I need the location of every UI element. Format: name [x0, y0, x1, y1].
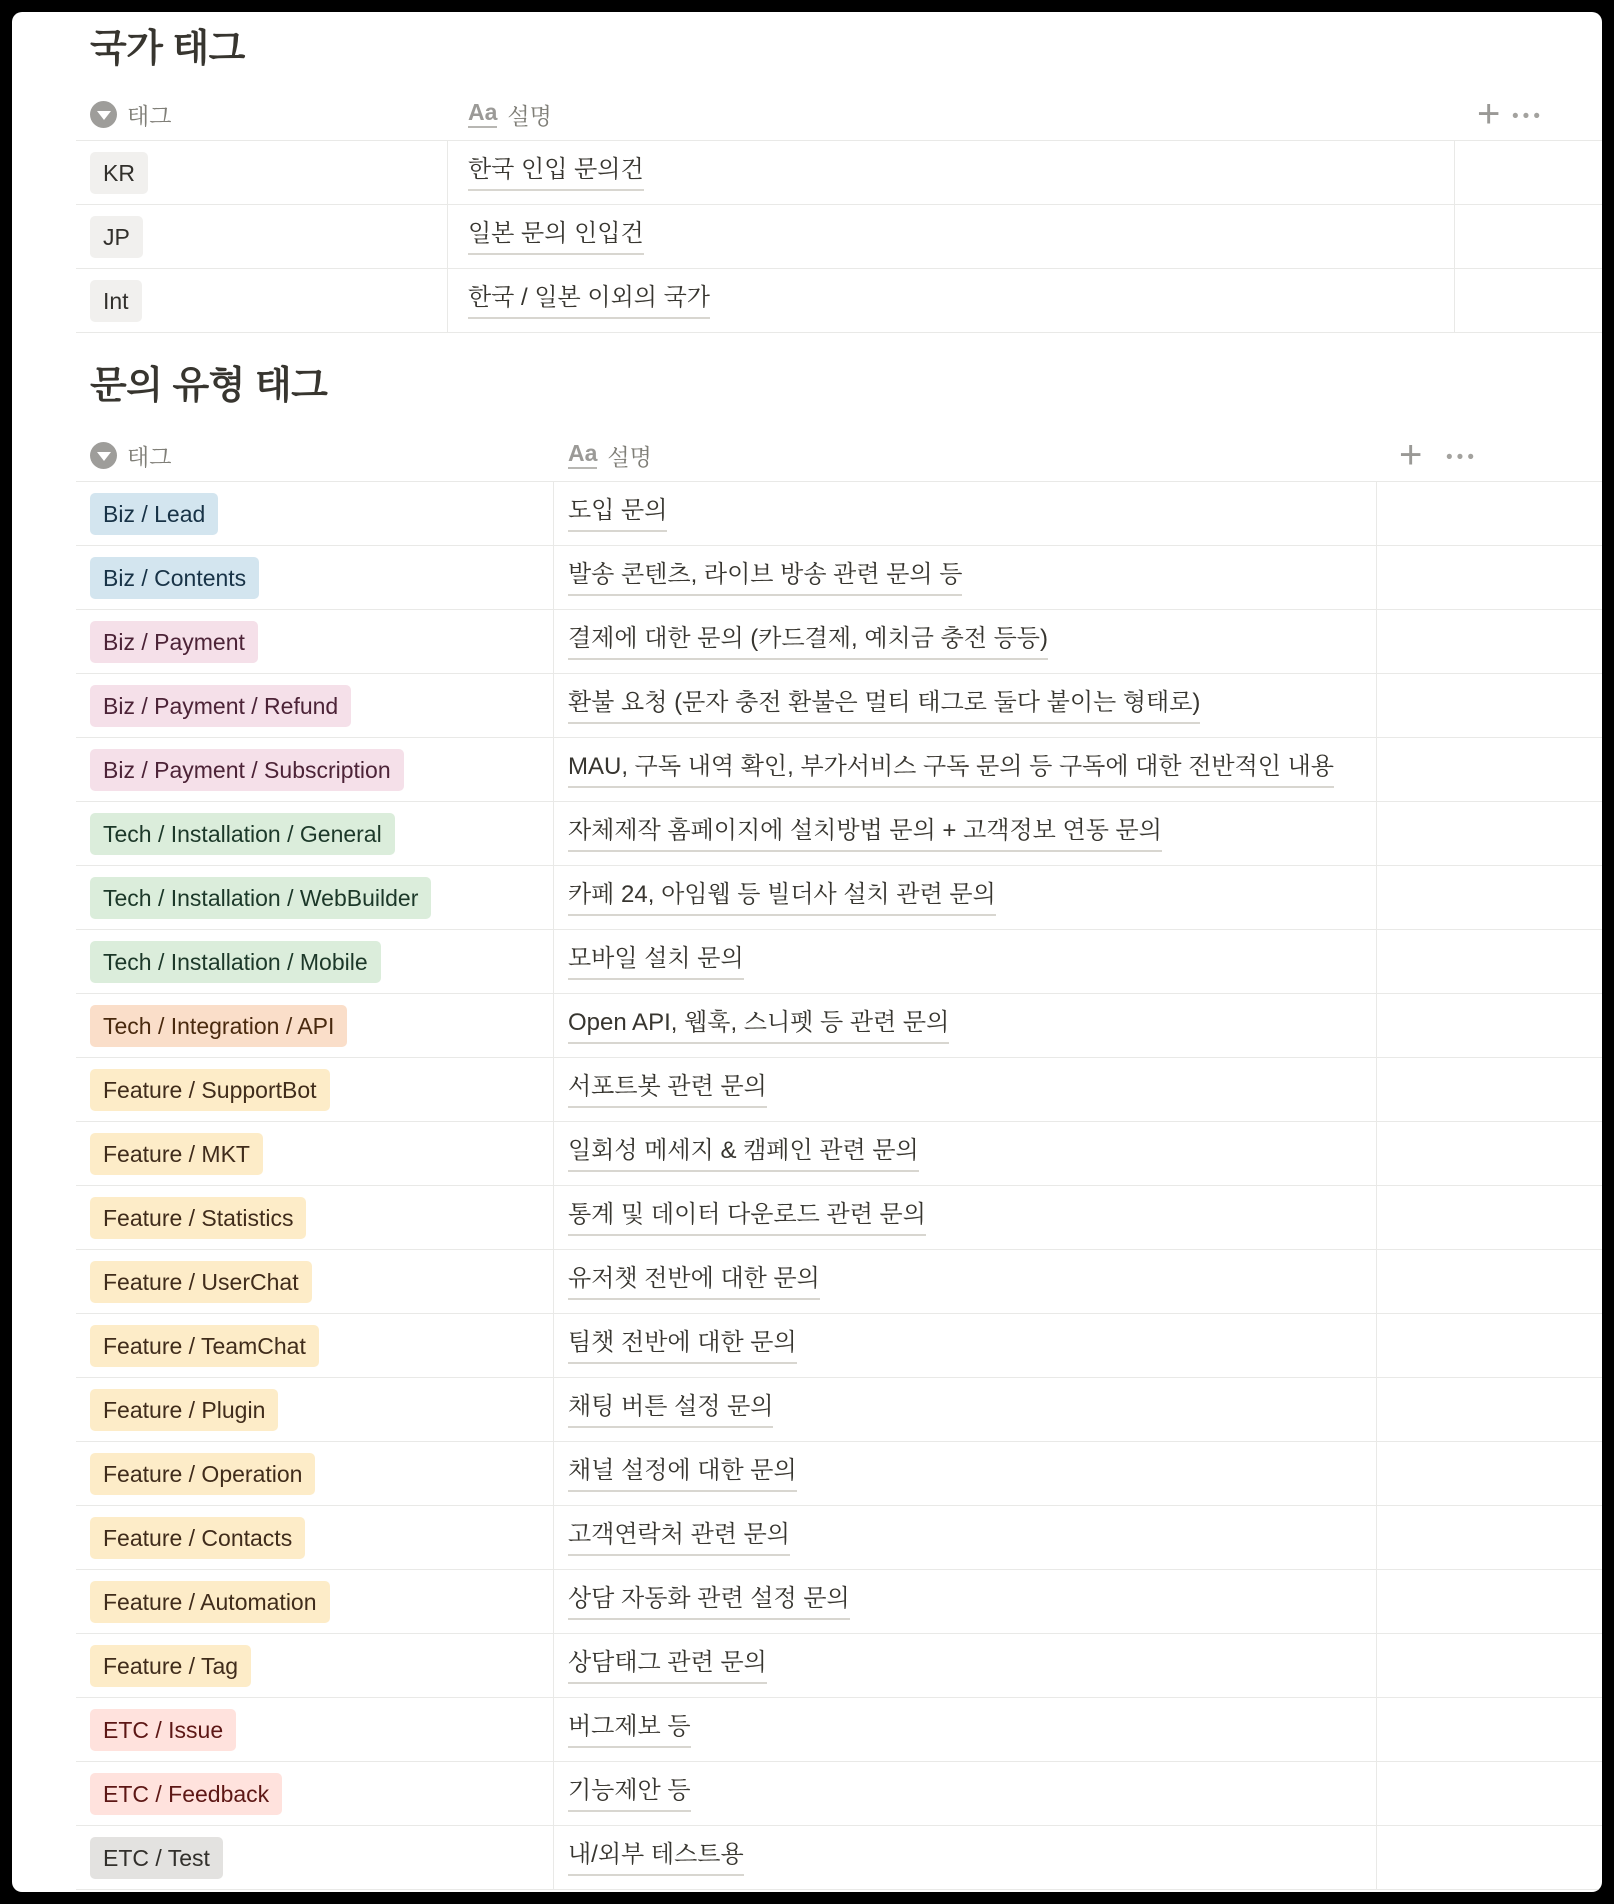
- description-text: 환불 요청 (문자 충전 환불은 멀티 태그로 둘다 붙이는 형태로): [568, 688, 1200, 724]
- description-cell[interactable]: [554, 1314, 1377, 1377]
- description-text: 모바일 설치 문의: [568, 944, 744, 980]
- description-cell[interactable]: [554, 802, 1377, 865]
- table-row: [76, 141, 1602, 205]
- empty-cell[interactable]: [1377, 482, 1500, 545]
- table-row: [76, 1058, 1602, 1122]
- tag-chip[interactable]: ETC / Feedback: [90, 1773, 282, 1815]
- description-text: 버그제보 등: [568, 1712, 691, 1748]
- empty-cell[interactable]: [1377, 1698, 1500, 1761]
- empty-cell[interactable]: [1377, 866, 1500, 929]
- table-row: [76, 1122, 1602, 1186]
- column-header-description[interactable]: [554, 429, 1377, 481]
- tag-cell[interactable]: [76, 1698, 554, 1761]
- page-title-inquiry-type-tags: 문의 유형 태그: [90, 365, 328, 407]
- empty-cell[interactable]: [1377, 1186, 1500, 1249]
- tag-chip[interactable]: Biz / Payment: [90, 621, 258, 663]
- tag-cell[interactable]: [76, 1634, 554, 1697]
- description-text: 통계 및 데이터 다운로드 관련 문의: [568, 1200, 926, 1236]
- column-header-tag[interactable]: [76, 429, 554, 481]
- inquiry-type-tags-table: [76, 429, 1602, 1890]
- description-text: 기능제안 등: [568, 1776, 691, 1812]
- tag-cell[interactable]: [76, 1442, 554, 1505]
- empty-cell[interactable]: [1377, 738, 1500, 801]
- empty-cell[interactable]: [1377, 674, 1500, 737]
- empty-cell[interactable]: [1377, 1826, 1500, 1889]
- tag-chip[interactable]: Feature / Statistics: [90, 1197, 306, 1239]
- tag-cell[interactable]: [76, 802, 554, 865]
- description-text: 상담태그 관련 문의: [568, 1648, 767, 1684]
- table-row: [76, 1186, 1602, 1250]
- empty-cell[interactable]: [1455, 141, 1566, 204]
- column-header-description[interactable]: [448, 88, 1455, 140]
- empty-cell[interactable]: [1377, 1314, 1500, 1377]
- empty-cell[interactable]: [1377, 1250, 1500, 1313]
- tag-cell[interactable]: [76, 269, 448, 332]
- empty-cell[interactable]: [1377, 1506, 1500, 1569]
- table-row: [76, 1570, 1602, 1634]
- empty-cell[interactable]: [1377, 1058, 1500, 1121]
- tag-chip[interactable]: Feature / Tag: [90, 1645, 251, 1687]
- tag-chip[interactable]: Biz / Payment / Subscription: [90, 749, 404, 791]
- table-row: [76, 482, 1602, 546]
- description-cell[interactable]: [554, 1634, 1377, 1697]
- table-row: [76, 1506, 1602, 1570]
- tag-cell[interactable]: [76, 141, 448, 204]
- table-options-button[interactable]: •••: [1446, 444, 1478, 467]
- description-cell[interactable]: [554, 1570, 1377, 1633]
- tag-cell[interactable]: [76, 738, 554, 801]
- description-text: Open API, 웹훅, 스니펫 등 관련 문의: [568, 1008, 949, 1044]
- description-cell[interactable]: [448, 205, 1455, 268]
- description-cell[interactable]: [554, 546, 1377, 609]
- description-cell[interactable]: [554, 1186, 1377, 1249]
- column-header-description-label: 설명: [607, 443, 652, 470]
- empty-cell[interactable]: [1377, 610, 1500, 673]
- tag-chip[interactable]: Biz / Payment / Refund: [90, 685, 351, 727]
- select-property-icon: [90, 442, 117, 469]
- description-text: 발송 콘텐츠, 라이브 방송 관련 문의 등: [568, 560, 962, 596]
- column-header-tag-label: 태그: [127, 102, 172, 129]
- description-text: 자체제작 홈페이지에 설치방법 문의 + 고객정보 연동 문의: [568, 816, 1162, 852]
- tag-chip[interactable]: Biz / Lead: [90, 493, 218, 535]
- description-text: 결제에 대한 문의 (카드결제, 예치금 충전 등등): [568, 624, 1048, 660]
- table-row: [76, 1250, 1602, 1314]
- description-text: 카페 24, 아임웹 등 빌더사 설치 관련 문의: [568, 880, 996, 916]
- description-cell[interactable]: [554, 1762, 1377, 1825]
- tag-cell[interactable]: [76, 674, 554, 737]
- description-text: 일본 문의 인입건: [468, 219, 644, 255]
- table-row: [76, 930, 1602, 994]
- description-text: 채널 설정에 대한 문의: [568, 1456, 797, 1492]
- table-row: [76, 610, 1602, 674]
- table-row: [76, 1442, 1602, 1506]
- table-row: [76, 205, 1602, 269]
- table-row: [76, 1378, 1602, 1442]
- description-cell[interactable]: [554, 738, 1377, 801]
- tag-cell[interactable]: [76, 866, 554, 929]
- description-text: 고객연락처 관련 문의: [568, 1520, 790, 1556]
- tag-cell[interactable]: [76, 930, 554, 993]
- text-property-icon: Aa: [468, 100, 497, 127]
- description-cell[interactable]: [448, 269, 1455, 332]
- table-row: [76, 866, 1602, 930]
- table-row: [76, 802, 1602, 866]
- description-text: 유저챗 전반에 대한 문의: [568, 1264, 820, 1300]
- column-header-tag-label: 태그: [127, 443, 172, 470]
- tag-chip[interactable]: Feature / MKT: [90, 1133, 263, 1175]
- description-cell[interactable]: [554, 1378, 1377, 1441]
- description-cell[interactable]: [554, 994, 1377, 1057]
- tag-chip[interactable]: Feature / UserChat: [90, 1261, 312, 1303]
- description-text: MAU, 구독 내역 확인, 부가서비스 구독 문의 등 구독에 대한 전반적인 내용: [568, 752, 1334, 788]
- empty-cell[interactable]: [1377, 546, 1500, 609]
- tag-chip[interactable]: ETC / Test: [90, 1837, 223, 1879]
- tag-chip[interactable]: Feature / TeamChat: [90, 1325, 319, 1367]
- tag-chip[interactable]: JP: [90, 216, 143, 258]
- tag-chip[interactable]: Tech / Installation / WebBuilder: [90, 877, 431, 919]
- description-cell[interactable]: [554, 1122, 1377, 1185]
- tag-chip[interactable]: Tech / Installation / General: [90, 813, 395, 855]
- tag-cell[interactable]: [76, 1378, 554, 1441]
- description-text: 내/외부 테스트용: [568, 1840, 744, 1876]
- tag-chip[interactable]: Tech / Installation / Mobile: [90, 941, 381, 983]
- page-title-country-tags: 국가 태그: [90, 28, 245, 70]
- empty-cell[interactable]: [1377, 994, 1500, 1057]
- table-header-row: [76, 429, 1602, 482]
- table-row: [76, 1762, 1602, 1826]
- tag-chip[interactable]: Tech / Integration / API: [90, 1005, 347, 1047]
- description-text: 서포트봇 관련 문의: [568, 1072, 767, 1108]
- empty-cell[interactable]: [1377, 930, 1500, 993]
- table-row: [76, 1314, 1602, 1378]
- description-text: 팀챗 전반에 대한 문의: [568, 1328, 797, 1364]
- select-property-icon: [90, 101, 117, 128]
- description-cell[interactable]: [554, 1442, 1377, 1505]
- empty-cell[interactable]: [1455, 205, 1566, 268]
- tag-chip[interactable]: Feature / Contacts: [90, 1517, 305, 1559]
- empty-cell[interactable]: [1377, 1442, 1500, 1505]
- tag-cell[interactable]: [76, 546, 554, 609]
- table-header-row: [76, 88, 1602, 141]
- tag-chip[interactable]: KR: [90, 152, 148, 194]
- description-cell[interactable]: [554, 930, 1377, 993]
- tag-cell[interactable]: [76, 610, 554, 673]
- empty-cell[interactable]: [1455, 269, 1566, 332]
- add-property-button[interactable]: +: [1477, 92, 1501, 136]
- description-cell[interactable]: [554, 866, 1377, 929]
- description-text: 한국 인입 문의건: [468, 155, 644, 191]
- description-text: 일회성 메세지 & 캠페인 관련 문의: [568, 1136, 919, 1172]
- tag-chip[interactable]: Int: [90, 280, 142, 322]
- description-cell[interactable]: [554, 1698, 1377, 1761]
- table-row: [76, 546, 1602, 610]
- description-cell[interactable]: [554, 1826, 1377, 1889]
- empty-cell[interactable]: [1377, 1122, 1500, 1185]
- tag-chip[interactable]: ETC / Issue: [90, 1709, 236, 1751]
- tag-cell[interactable]: [76, 1826, 554, 1889]
- tag-chip[interactable]: Feature / Plugin: [90, 1389, 278, 1431]
- tag-chip[interactable]: Biz / Contents: [90, 557, 259, 599]
- tag-chip[interactable]: Feature / Operation: [90, 1453, 315, 1495]
- table-row: [76, 1698, 1602, 1762]
- description-cell[interactable]: [554, 1058, 1377, 1121]
- tag-chip[interactable]: Feature / SupportBot: [90, 1069, 330, 1111]
- table-row: [76, 1634, 1602, 1698]
- tag-cell[interactable]: [76, 1314, 554, 1377]
- column-header-tag[interactable]: [76, 88, 448, 140]
- table-options-button[interactable]: •••: [1512, 103, 1544, 126]
- description-cell[interactable]: [554, 610, 1377, 673]
- tag-cell[interactable]: [76, 994, 554, 1057]
- tag-cell[interactable]: [76, 1058, 554, 1121]
- notion-page: [12, 12, 1602, 1892]
- table-row: [76, 269, 1602, 333]
- empty-cell[interactable]: [1377, 1570, 1500, 1633]
- empty-cell[interactable]: [1377, 1378, 1500, 1441]
- description-text: 채팅 버튼 설정 문의: [568, 1392, 773, 1428]
- table-row: [76, 738, 1602, 802]
- tag-cell[interactable]: [76, 1250, 554, 1313]
- tag-cell[interactable]: [76, 1570, 554, 1633]
- column-header-description-label: 설명: [507, 102, 552, 129]
- add-property-button[interactable]: +: [1399, 433, 1423, 477]
- description-cell[interactable]: [448, 141, 1455, 204]
- tag-cell[interactable]: [76, 205, 448, 268]
- text-property-icon: Aa: [568, 441, 597, 468]
- country-tags-table: [76, 88, 1602, 333]
- description-cell[interactable]: [554, 1250, 1377, 1313]
- tag-cell[interactable]: [76, 1186, 554, 1249]
- description-text: 도입 문의: [568, 496, 667, 532]
- description-cell[interactable]: [554, 482, 1377, 545]
- empty-cell[interactable]: [1377, 1762, 1500, 1825]
- table-row: [76, 1826, 1602, 1890]
- empty-cell[interactable]: [1377, 802, 1500, 865]
- tag-cell[interactable]: [76, 1506, 554, 1569]
- table-toolbar: [1455, 88, 1566, 140]
- description-text: 한국 / 일본 이외의 국가: [468, 283, 710, 319]
- table-toolbar: [1377, 429, 1500, 481]
- description-text: 상담 자동화 관련 설정 문의: [568, 1584, 850, 1620]
- tag-cell[interactable]: [76, 1762, 554, 1825]
- table-row: [76, 994, 1602, 1058]
- description-cell[interactable]: [554, 1506, 1377, 1569]
- tag-chip[interactable]: Feature / Automation: [90, 1581, 330, 1623]
- table-row: [76, 674, 1602, 738]
- tag-cell[interactable]: [76, 482, 554, 545]
- description-cell[interactable]: [554, 674, 1377, 737]
- empty-cell[interactable]: [1377, 1634, 1500, 1697]
- tag-cell[interactable]: [76, 1122, 554, 1185]
